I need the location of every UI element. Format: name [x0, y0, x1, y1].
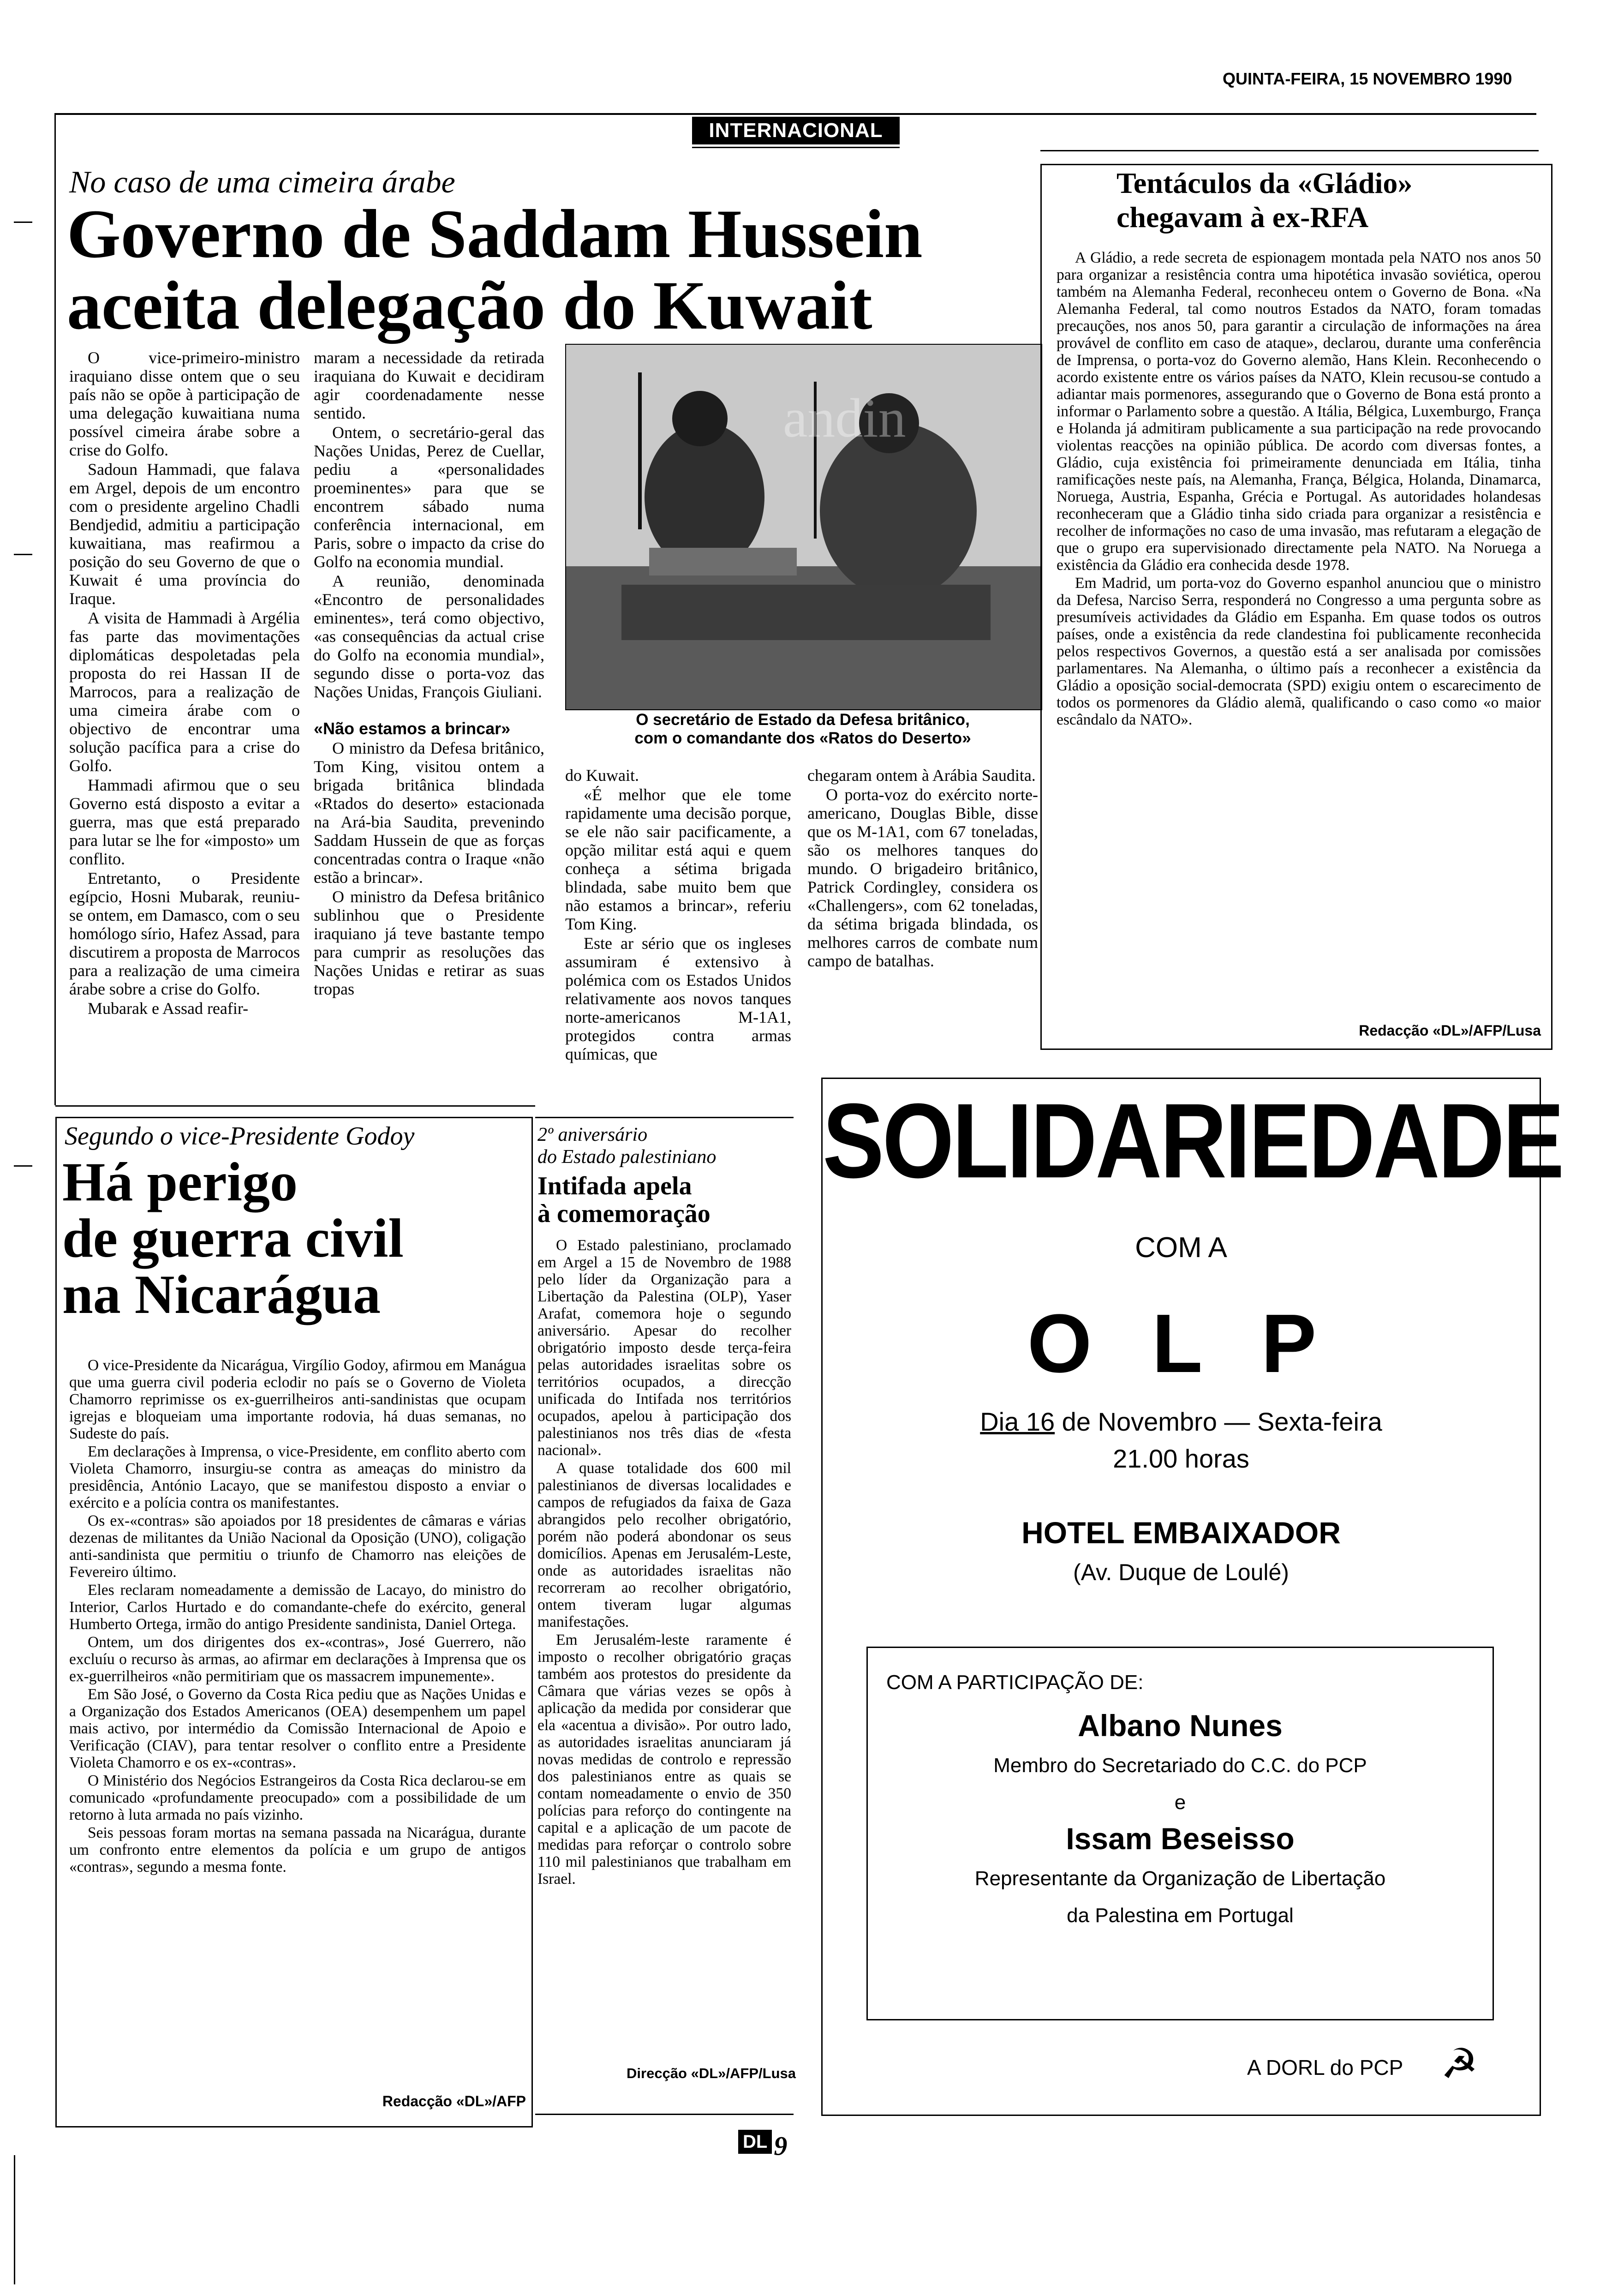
page-footer	[738, 2130, 788, 2161]
paragraph: Hammadi afirmou que o seu Governo está disposto a evitar a guerra, mas que está preparado para lutar se lhe for «imposto» um conflito.	[69, 776, 300, 868]
saddam-kicker: No caso de uma cimeira árabe	[69, 164, 455, 199]
section-label: INTERNACIONAL	[692, 117, 900, 144]
saddam-headline-line1: Governo de Saddam Hussein	[67, 196, 923, 272]
intifada-kicker	[537, 1124, 796, 1168]
nicaragua-headline-line2: de guerra civil	[62, 1207, 404, 1269]
gladio-headline-line1: Tentáculos da «Gládio»	[1116, 167, 1413, 199]
ad-org: O L P	[1027, 1297, 1335, 1390]
binding-mark	[14, 1165, 32, 1167]
saddam-headline	[67, 198, 1036, 342]
nicaragua-headline-line1: Há perigo	[62, 1151, 298, 1212]
paragraph: Os ex-«contras» são apoiados por 18 presidentes de câmaras e várias dezenas de militantes da União Nacional da Oposição (UNO), coligação anti-sandinista que permitiu o triunfo de Chamorro nas eleições de Fevereiro último.	[69, 1512, 526, 1581]
photo-caption	[565, 711, 1040, 748]
intifada-headline-line1: Intifada apela	[537, 1172, 692, 1200]
intifada-signature: Direcção «DL»/AFP/Lusa	[627, 2065, 796, 2081]
gladio-signature: Redacção «DL»/AFP/Lusa	[1359, 1022, 1541, 1039]
hammer-sickle-icon: ☭	[1441, 2040, 1478, 2088]
nicaragua-signature: Redacção «DL»/AFP	[382, 2093, 526, 2109]
paragraph: A visita de Hammadi à Argélia fas parte das movimentações diplomáticas despoletadas pela proposta do rei Hassan II de Marrocos, para a realização de uma cimeira árabe com o objectivo de encontrar uma solução pacífica para a crise do Golfo.	[69, 609, 300, 775]
ad-venue: HOTEL EMBAIXADOR	[1021, 1516, 1341, 1550]
saddam-subhead: «Não estamos a brincar»	[314, 719, 511, 738]
section-underline	[692, 147, 900, 148]
ad-date-rest: de Novembro — Sexta-feira	[1062, 1407, 1382, 1436]
paragraph: O porta-voz do exército norte-americano, Douglas Bible, disse que os M-1A1, com 67 toneladas, são os melhores tanques do mundo. O brigadeiro britânico, Patrick Cordingley, considera os «Challengers», com 62 toneladas, da sétima brigada blindada, os melhores carros de combate num campo de batalhas.	[807, 785, 1038, 970]
paragraph: O ministro da Defesa britânico sublinhou que o Presidente iraquiano já teve bastante tempo para cumprir as resoluções das Nações Unidas e retirar as suas tropas	[314, 887, 544, 998]
photo-caption-line1: O secretário de Estado da Defesa britânico,	[636, 711, 970, 729]
gladio-body	[1057, 249, 1541, 1025]
speaker2-role-line2: da Palestina em Portugal	[1067, 1904, 1294, 1927]
paragraph: maram a necessidade da retirada iraquiana do Kuwait e decidiram agir coordenadamente nesse sentido.	[314, 348, 544, 422]
saddam-column-2	[314, 348, 544, 1101]
paragraph: Sadoun Hammadi, que falava em Argel, depois de um encontro com o presidente argelino Chadli Bendjedid, admitiu a participação kuwaitiana, mas reafirmou a posição do seu Governo de que o Kuwait é uma província do Iraque.	[69, 460, 300, 608]
gladio-headline	[1116, 166, 1541, 234]
bottom-rule-center	[535, 2114, 794, 2115]
paragraph: A Gládio, a rede secreta de espionagem montada pela NATO nos anos 50 para organizar a resistência contra uma hipotética invasão soviética, operou também na Alemanha Federal, reconheceu ontem o Governo de Bona. «Na Alemanha Federal, tal como noutros Estados da NATO, foram tomadas precauções, nos anos 50, para garantir a circulação de informações na área provável de conflito em caso de ataque», declarou, durante uma conferência de Imprensa, o porta-voz do Governo alemão, Hans Klein. Reconhecendo o acordo existente entre os vários países da NATO, Klein recusou-se contudo a adiantar mais pormenores, assegurando que o Governo de Bona está pronto a informar o Parlamento sobre a questão. A Itália, Bélgica, Luxemburgo, França e Holanda já admitiram publicamente a sua participação na rede provocando violentas reacções na opinião pública. De acordo com diversas fontes, a Gládio, cuja existência foi primeiramente denunciada em Itália, tinha ramificações neste país, na Alemanha, França, Bélgica, Holanda, Dinamarca, Noruega, Austria, Espanha, Grécia e Portugal. As autoridades holandesas reconheceram que a Gládio tinha sido criada para organizar a resistência e recolher de informações no caso de uma invasão, mas refutaram a elegação de que o grupo era supervisionado directamente pela NATO. Na Noruega a existência da Gládio era conhecida desde 1978.	[1057, 249, 1541, 574]
paragraph: Entretanto, o Presidente egípcio, Hosni Mubarak, reuniu-se ontem, em Damasco, com o seu homólogo sírio, Hafez Assad, para discutirem a proposta de Marrocos para a realização de uma cimeira árabe sobre a crise do Golfo.	[69, 869, 300, 998]
nicaragua-headline	[62, 1151, 528, 1325]
saddam-column-1	[69, 348, 300, 1101]
speaker-conjunction: e	[1174, 1791, 1186, 1814]
paragraph: Ontem, o secretário-geral das Nações Unidas, Perez de Cuellar, pediu a «personalidades proeminentes» para que se encontrem sábado numa conferência internacional, em Paris, sobre o impacto da crise do Golfo na economia mundial.	[314, 423, 544, 571]
nicaragua-body	[69, 1357, 526, 2086]
paragraph: O ministro da Defesa britânico, Tom King, visitou ontem a brigada britânica blindada «Rtados do deserto» estacionada na Ará-bia Saudita, prevenindo Saddam Hussein de que as forças concentradas contra o Iraque «não estão a brincar».	[314, 739, 544, 887]
paragraph: Em declarações à Imprensa, o vice-Presidente, em conflito aberto com Violeta Chamorro, insurgiu-se contra as ameaças do ministro da presidência, António Lacayo, que se manifestou disposto a enviar o exército e a polícia contra os manifestantes.	[69, 1443, 526, 1511]
ad-date-day: Dia 16	[980, 1407, 1055, 1436]
binding-mark	[14, 222, 32, 223]
paragraph: A reunião, denominada «Encontro de personalidades eminentes», terá como objectivo, «as consequências da actual crise do Golfo na economia mundial», segundo disse o porta-voz das Nações Unidas, François Giuliani.	[314, 572, 544, 701]
saddam-column-3	[565, 766, 791, 1098]
solidarity-ad	[821, 1078, 1563, 2116]
left-margin-rule	[54, 113, 56, 1105]
paragraph: O vice-primeiro-ministro iraquiano disse ontem que o seu país não se opõe à participação de uma delegação kuwaitiana numa possível cimeira árabe sobre a crise do Golfo.	[69, 348, 300, 459]
mid-rule-left	[55, 1105, 535, 1107]
paragraph: Seis pessoas foram mortas na semana passada na Nicarágua, durante um confronto entre elementos da polícia e um grupo de antigos «contras», segundo a mesma fonte.	[69, 1824, 526, 1876]
binding-mark	[14, 554, 32, 555]
speaker1-name: Albano Nunes	[1078, 1708, 1283, 1743]
ad-footer: A DORL do PCP	[1247, 2055, 1403, 2079]
paragraph: O Estado palestiniano, proclamado em Argel a 15 de Novembro de 1988 pelo líder da Organização para a Libertação da Palestina (OLP), Yaser Arafat, comemora hoje o segundo aniversário. Apesar do recolher obrigatório imposto desde terça-feira pelas autoridades israelitas sobre os territórios ocupados, a direcção unificada do Intifada nos territórios ocupados, apelou à participação dos palestinianos nos três dias de «festa nacional».	[537, 1237, 791, 1459]
paragraph: A quase totalidade dos 600 mil palestinianos de diversas localidades e campos de refugiados da faixa de Gaza abrangidos pelo recolher obrigatório, porém não poderá abondonar os seus domicílios. Apenas em Jerusalém-Leste, onde as autoridades israelitas não recorreram ao recolher obrigatório, ontem tiveram lugar algumas manifestações.	[537, 1460, 791, 1630]
page-number: 9	[774, 2131, 788, 2161]
gladio-top-rule	[1040, 150, 1539, 151]
saddam-column-4	[807, 766, 1038, 1098]
binding-mark	[14, 2155, 15, 2284]
intifada-kicker-line2: do Estado palestiniano	[537, 1146, 716, 1168]
paragraph: O Ministério dos Negócios Estrangeiros da Costa Rica declarou-se em comunicado «profundamente preocupado» com a possibilidade de um retorno à luta armada no país vizinho.	[69, 1772, 526, 1823]
speaker2-name: Issam Beseisso	[1066, 1822, 1295, 1856]
ad-date-line	[823, 1407, 1540, 1437]
saddam-headline-line2: aceita delegação do Kuwait	[67, 267, 872, 344]
participation-label: COM A PARTICIPAÇÃO DE:	[886, 1671, 1144, 1694]
paragraph: Em Jerusalém-leste raramente é imposto o recolher obrigatório graças também aos protestos do presidente da Câmara que várias vezes se opôs à aplicação da medida por considerar que ela «acentua a divisão». Por outro lado, as autoridades israelitas anunciaram já novas medidas de controlo e repressão dos palestinianos entre as quais se contam nomeadamente o envio de 350 polícias para reforço do contingente na capital e a aplicação de um pacote de medidas para reforçar o controlo sobre 110 mil palestinianos que trabalham em Israel.	[537, 1631, 791, 1888]
photo-caption-line2: com o comandante dos «Ratos do Deserto»	[634, 729, 971, 747]
intifada-body	[537, 1237, 791, 2086]
speaker2-role-line1: Representante da Organização de Libertação	[974, 1867, 1386, 1890]
ad-title: SOLIDARIEDADE	[823, 1082, 1563, 1200]
footer-logo: DL	[738, 2130, 772, 2154]
saddam-photo	[565, 344, 1042, 710]
paragraph: Eles reclaram nomeadamente a demissão de Lacayo, do ministro do Interior, Carlos Hurtado e do comandante-chefe do exército, general Humberto Ortega, irmão do antigo Presidente sandinista, Daniel Ortega.	[69, 1582, 526, 1633]
paragraph: Este ar sério que os ingleses assumiram é extensivo à polémica com os Estados Unidos relativamente aos novos tanques norte-americanos M-1A1, protegidos contra armas químicas, que	[565, 934, 791, 1063]
paragraph: do Kuwait.	[565, 766, 639, 785]
paragraph: Mubarak e Assad reafir-	[88, 999, 249, 1018]
participation-box	[866, 1647, 1494, 2020]
intifada-headline-line2: à comemoração	[537, 1199, 710, 1228]
page-date: QUINTA-FEIRA, 15 NOVEMBRO 1990	[1223, 69, 1512, 88]
nicaragua-kicker: Segundo o vice-Presidente Godoy	[65, 1122, 415, 1150]
photo-watermark-text: andin	[783, 387, 906, 449]
ad-with: COM A	[1135, 1232, 1227, 1264]
ad-address: (Av. Duque de Loulé)	[1073, 1559, 1289, 1585]
paragraph: «É melhor que ele tome rapidamente uma decisão porque, se ele não sair pacificamente, a opção militar está aqui e quem conheça a sétima brigada blindada, sabe muito bem que não estamos a brincar», referiu Tom King.	[565, 785, 791, 933]
mid-rule-center	[535, 1117, 794, 1118]
speaker1-role: Membro do Secretariado do C.C. do PCP	[993, 1754, 1367, 1777]
paragraph: Ontem, um dos dirigentes dos ex-«contras», José Guerrero, não excluíu o recurso às armas, ao afirmar em declarações à Imprensa que os ex-guerrilheiros «não permitiriam que os massacrem impunemente».	[69, 1634, 526, 1685]
nicaragua-headline-line3: na Nicarágua	[62, 1264, 381, 1325]
paragraph: chegaram ontem à Arábia Saudita.	[807, 766, 1036, 785]
paragraph: O vice-Presidente da Nicarágua, Virgílio Godoy, afirmou em Manágua que uma guerra civil poderia eclodir no país se o Governo de Violeta Chamorro reprimisse os ex-guerrilheiros anti-sandinistas que ocupam igrejas e bloqueiam uma importante rodovia, há duas semanas, no Sudeste do país.	[69, 1357, 526, 1442]
gladio-headline-line2: chegavam à ex-RFA	[1116, 201, 1369, 234]
ad-time: 21.00 horas	[1113, 1444, 1249, 1473]
paragraph: Em Madrid, um porta-voz do Governo espanhol anunciou que o ministro da Defesa, Narciso Serra, responderá no Congresso a uma pergunta sobre as presumíveis actividades da Gládio em Espanha. Em quase todos os outros países, onde a existência da rede clandestina foi publicamente reconhecida pelos respectivos Governos, a questão está a ser analisada por comissões parlamentares. Na Alemanha, o último país a reconhecer a existência da Gládio a oposição social-democrata (SPD) exigiu ontem o escarecimento de todos os pormenores da Gládio alemã, qualificando o caso como «o maior escândalo da NATO».	[1057, 575, 1541, 728]
intifada-kicker-line1: 2º aniversário	[537, 1124, 648, 1145]
intifada-headline	[537, 1172, 796, 1228]
top-rule	[55, 113, 1536, 115]
paragraph: Em São José, o Governo da Costa Rica pediu que as Nações Unidas e a Organização dos Estados Americanos (OEA) desempenhem um papel mais activo, por intermédio da Comissão Internacional de Apoio e Verificação (CIAV), para tentar resolver o conflito entre a Presidente Violeta Chamorro e os ex-«contras».	[69, 1686, 526, 1771]
